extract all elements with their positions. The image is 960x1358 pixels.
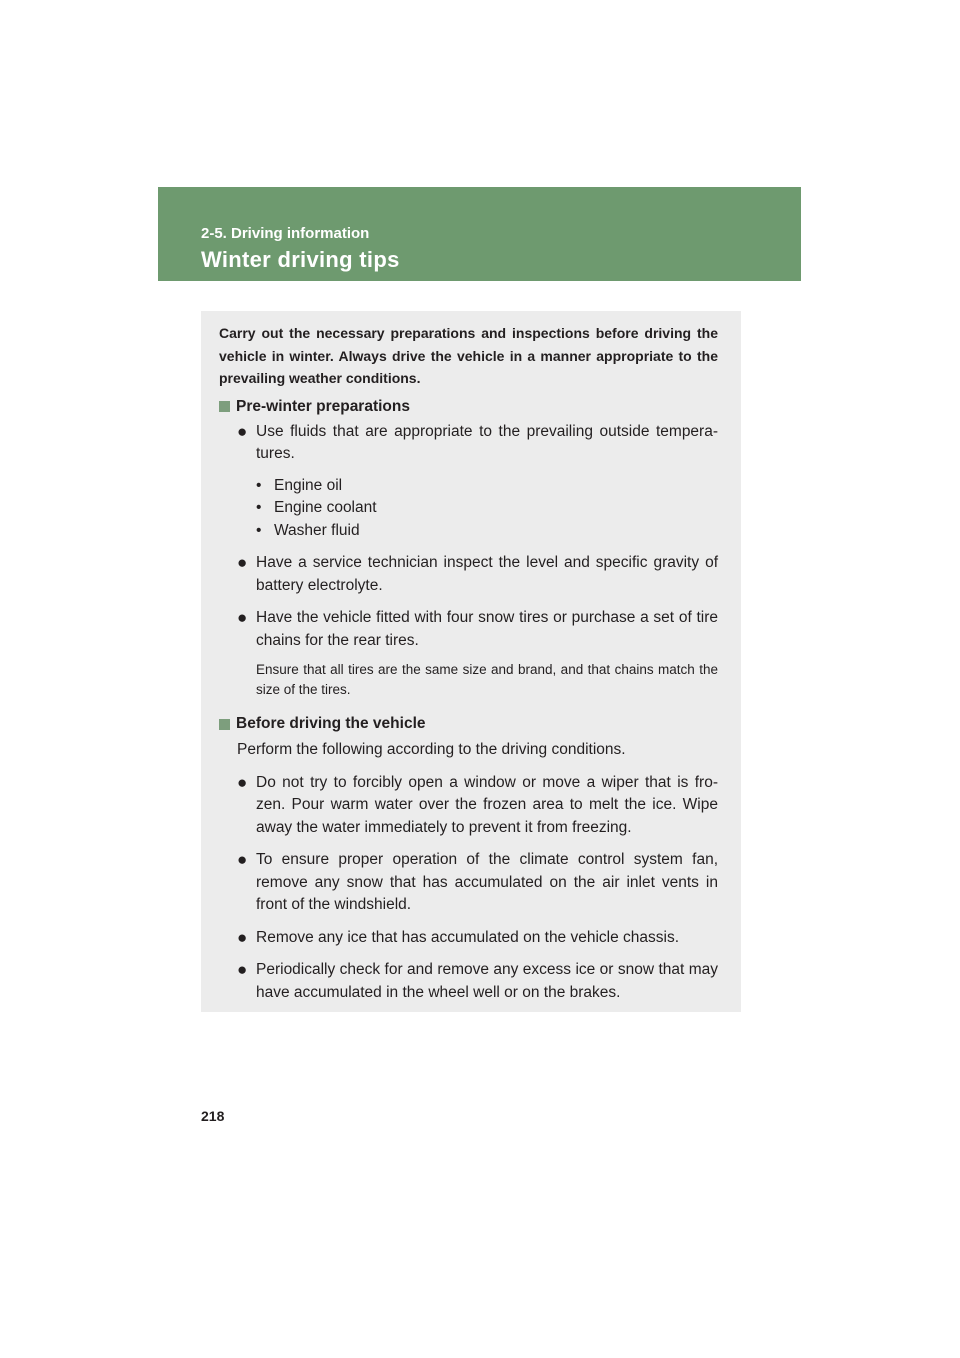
tire-note: Ensure that all tires are the same size and brand, and that chains match the size of the tires.: [256, 662, 718, 697]
pre-winter-heading-text: Pre-winter preparations: [236, 397, 410, 415]
list-item: [219, 607, 718, 652]
dot-bullet-icon: •: [256, 476, 262, 494]
intro-paragraph: Carry out the necessary preparations and inspections before driving the vehicle in winter. Always drive the vehicle in a manner appropriate to the prevailing weather conditions.: [219, 325, 718, 386]
list-item: [219, 772, 718, 840]
before-driving-intro: Perform the following according to the driving conditions.: [237, 741, 626, 758]
circle-bullet-icon: ●: [237, 927, 248, 947]
fluids-list: [256, 475, 718, 543]
circle-bullet-icon: ●: [237, 421, 248, 441]
dot-bullet-icon: •: [256, 499, 262, 516]
square-bullet-icon: [219, 401, 230, 412]
bullet-text: Use fluids that are appropriate to the prevailing outside tempera-tures.: [256, 422, 718, 462]
circle-bullet-icon: ●: [237, 772, 248, 792]
page-number: 218: [201, 1108, 225, 1124]
list-item: [256, 520, 718, 543]
square-bullet-icon: [219, 719, 230, 730]
list-item: [219, 959, 718, 1004]
list-item: [256, 497, 718, 520]
bullet-text: Remove any ice that has accumulated on the vehicle chassis.: [256, 928, 680, 946]
bullet-text: Periodically check for and remove any excess ice or snow that may have accumulated in the wheel well or on the brakes.: [256, 961, 718, 1001]
fluid-text: Engine coolant: [274, 499, 377, 516]
fluid-text: Washer fluid: [274, 521, 360, 539]
bullet-text: Have the vehicle fitted with four snow tires or purchase a set of tire chains for the rear tires.: [256, 609, 718, 649]
list-item: [219, 849, 718, 917]
circle-bullet-icon: ●: [237, 553, 248, 572]
list-item: [256, 475, 718, 498]
pre-winter-heading: [219, 397, 718, 417]
before-driving-heading: [219, 714, 718, 734]
dot-bullet-icon: •: [256, 521, 262, 539]
content-box: [201, 311, 741, 1012]
bullet-text: Have a service technician inspect the level and specific gravity of battery electrolyte.: [256, 554, 718, 594]
bullet-text: Do not try to forcibly open a window or move a wiper that is fro-zen. Pour warm water over the frozen area to melt the ice. Wipe away the water immediately to prevent it from freezing.: [256, 773, 718, 836]
list-item: [219, 421, 718, 466]
circle-bullet-icon: ●: [237, 960, 248, 979]
page-title: Winter driving tips: [201, 247, 400, 272]
list-item: [219, 927, 718, 950]
header-band: [158, 187, 801, 281]
circle-bullet-icon: ●: [237, 850, 248, 869]
fluid-text: Engine oil: [274, 476, 343, 494]
bullet-text: To ensure proper operation of the climate control system fan, remove any snow that has accumulated on the air inlet vents in front of the windshield.: [256, 851, 718, 913]
circle-bullet-icon: ●: [237, 608, 248, 627]
list-item: [219, 552, 718, 597]
section-label: 2-5. Driving information: [201, 225, 370, 242]
before-driving-heading-text: Before driving the vehicle: [236, 715, 426, 732]
